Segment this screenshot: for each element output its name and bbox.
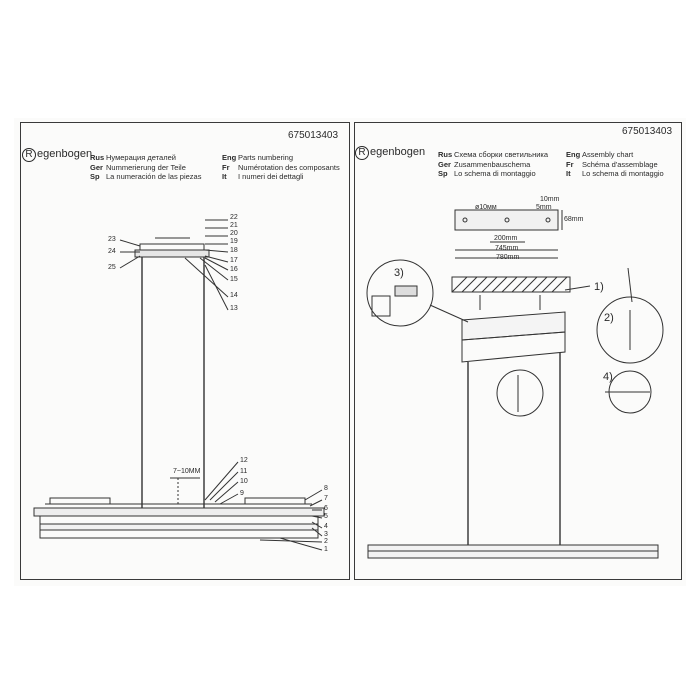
lang-code: Fr bbox=[222, 162, 230, 172]
lang-code: It bbox=[222, 172, 227, 181]
lang-text: La numeración de las piezas bbox=[106, 172, 202, 181]
part-number: 5 bbox=[324, 513, 328, 520]
step-label: 4) bbox=[603, 371, 613, 383]
part-number: 6 bbox=[324, 505, 328, 512]
lang-text: Numérotation des composants bbox=[238, 162, 340, 172]
lang-code: Ger bbox=[90, 162, 103, 172]
lang-code: It bbox=[566, 169, 571, 178]
lang-code: Sp bbox=[438, 169, 448, 178]
part-number: 12 bbox=[240, 457, 248, 464]
lang-code: Rus bbox=[438, 150, 453, 159]
part-number: 2 bbox=[324, 538, 328, 545]
dimension-a-label: 10mm bbox=[540, 196, 560, 203]
part-number: 18 bbox=[230, 247, 238, 254]
step-label: 2) bbox=[604, 312, 614, 324]
lang-text: Zusammenbauschema bbox=[454, 159, 531, 169]
part-number: 11 bbox=[240, 468, 248, 475]
part-number: 20 bbox=[230, 230, 238, 237]
dimension-d3-label: 780mm bbox=[496, 254, 520, 261]
lang-text: Lo schema di montaggio bbox=[582, 169, 664, 178]
step-label: 3) bbox=[394, 267, 404, 279]
lang-text: Схема сборки светильника bbox=[454, 150, 549, 159]
part-number: 9 bbox=[240, 490, 244, 497]
part-number: 16 bbox=[230, 266, 238, 273]
dimension-label: 7~10MM bbox=[173, 468, 201, 475]
dimension-d1-label: 200mm bbox=[494, 235, 518, 242]
part-number: 8 bbox=[324, 485, 328, 492]
part-number: 22 bbox=[230, 214, 238, 221]
part-number: 19 bbox=[230, 238, 238, 245]
lang-code: Fr bbox=[566, 159, 574, 169]
part-number: 3 bbox=[324, 531, 328, 538]
part-number: 1 bbox=[324, 546, 328, 553]
logo-r-mark: R bbox=[22, 148, 36, 162]
part-number: 7 bbox=[324, 495, 328, 502]
lang-code: Rus bbox=[90, 153, 105, 162]
lang-text: Lo schema di montaggio bbox=[454, 169, 536, 178]
lang-text: Parts numbering bbox=[238, 153, 294, 162]
part-number: 21 bbox=[230, 222, 238, 229]
lang-text: I numeri dei dettagli bbox=[238, 172, 304, 181]
part-number: 25 bbox=[108, 264, 116, 271]
part-number: 24 bbox=[108, 248, 116, 255]
left-doc-number: 675013403 bbox=[288, 130, 339, 141]
lang-code: Eng bbox=[566, 150, 581, 159]
step-label: 1) bbox=[594, 281, 604, 293]
lang-text: Нумерация деталей bbox=[106, 153, 176, 162]
logo-r-mark: R bbox=[355, 146, 369, 160]
lang-text: Schéma d'assemblage bbox=[582, 159, 658, 169]
part-number: 17 bbox=[230, 257, 238, 264]
part-number: 10 bbox=[240, 478, 248, 485]
part-number: 4 bbox=[324, 523, 328, 530]
dimension-b-label: 5mm bbox=[536, 204, 552, 211]
height-label: 68mm bbox=[564, 216, 584, 223]
lang-code: Ger bbox=[438, 159, 451, 169]
part-number: 13 bbox=[230, 305, 238, 312]
lang-text: Nummerierung der Teile bbox=[106, 162, 186, 172]
logo-text: egenbogen bbox=[37, 148, 93, 160]
part-number: 23 bbox=[108, 236, 116, 243]
right-doc-number: 675013403 bbox=[622, 126, 673, 137]
dimension-d2-label: 745mm bbox=[495, 245, 519, 252]
part-number: 15 bbox=[230, 276, 238, 283]
logo-text: egenbogen bbox=[370, 146, 426, 158]
hole-diameter-label: ø10мм bbox=[475, 204, 497, 211]
part-number: 14 bbox=[230, 292, 238, 299]
lang-code: Eng bbox=[222, 153, 237, 162]
lang-text: Assembly chart bbox=[582, 150, 634, 159]
lang-code: Sp bbox=[90, 172, 100, 181]
